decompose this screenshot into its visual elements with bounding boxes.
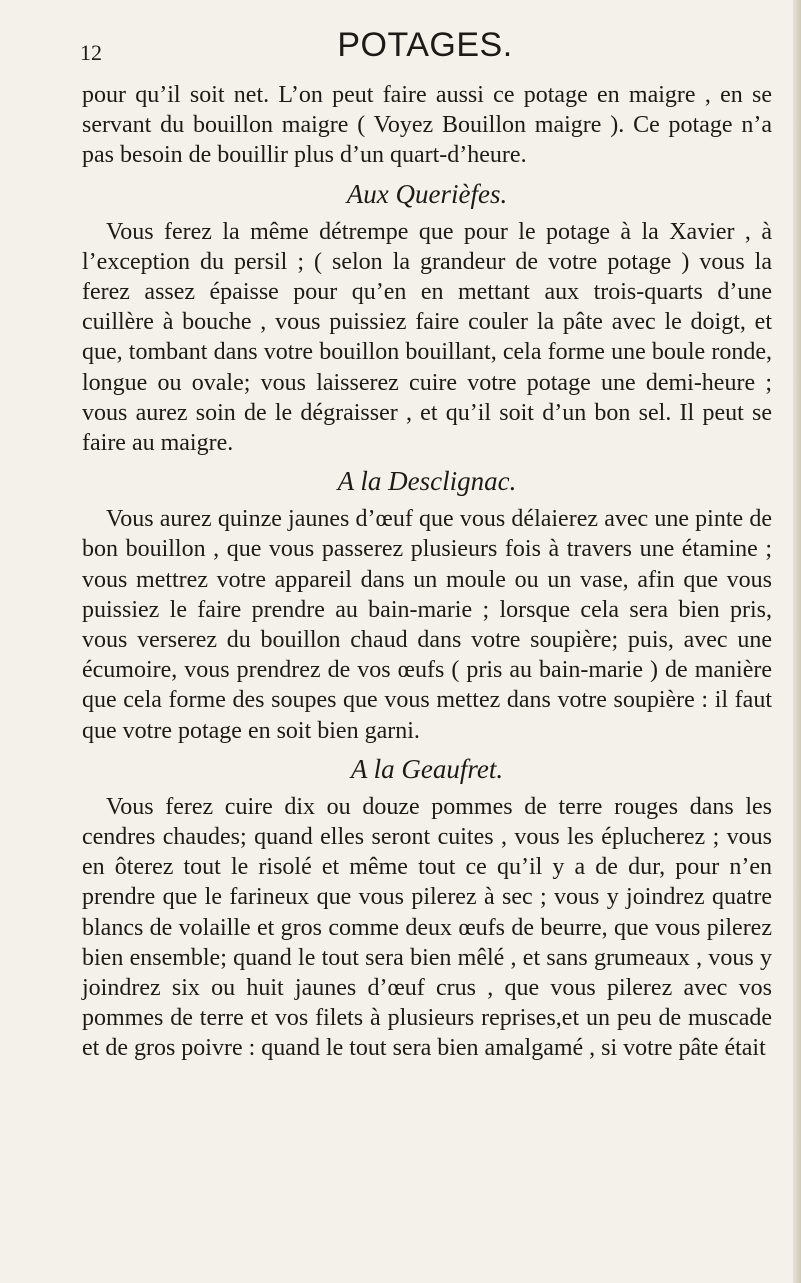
section-title-desclignac: A la Desclignac.: [337, 466, 517, 497]
body-text: [82, 80, 772, 1064]
paragraph-desclignac: Vous aurez quinze jaunes d’œuf que vous délaierez avec une pinte de bon bouillon , que vous passerez plusieurs fois à travers une étamine ; vous mettrez votre appareil dans un moule ou un vase, afin que vous puissiez le faire prendre au bain-marie ; lorsque cela sera bien pris, vous verserez du bouillon chaud dans votre soupière; puis, avec une écumoire, vous prendrez de vos œufs ( pris au bain-marie ) de manière que cela forme des soupes que vous mettez dans votre soupière : il faut que votre potage en soit bien garni.: [82, 506, 772, 744]
section-title-geaufret: A la Geaufret.: [350, 753, 504, 784]
page-edge-shadow: [793, 0, 801, 1283]
running-head: POTAGES.: [337, 26, 513, 64]
page-number: 12: [80, 40, 102, 65]
section-title-querieles: Aux Querièfes.: [346, 178, 508, 209]
paragraph-geaufret: Vous ferez cuire dix ou douze pommes de terre rouges dans les cendres chaudes; quand elles seront cuites , vous les éplucherez ; vous en ôterez tout le risolé et même tout ce qu’il y a de dur, pour n’en prendre que le farineux que vous pilerez à sec ; vous y joindrez quatre blancs de volaille et gros comme deux œufs de beurre, que vous pilerez bien ensemble; quand le tout sera bien mêlé , et sans grumeaux , vous y joindrez six ou huit jaunes d’œuf crus , que vous pilerez avec vos pommes de terre et vos filets à plusieurs reprises,et un peu de muscade et de gros poivre : quand le tout sera bien amalgamé , si votre pâte était: [82, 793, 772, 1062]
paragraph-continuation: pour qu’il soit net. L’on peut faire aussi ce potage en maigre , en se servant du bouillon maigre ( Voyez Bouillon maigre ). Ce potage n’a pas besoin de bouillir plus d’un quart-d’heure.: [82, 82, 772, 169]
paragraph-querieles: Vous ferez la même détrempe que pour le potage à la Xavier , à l’exception du persil ; ( selon la grandeur de votre potage ) vous la ferez assez épaisse pour qu’en en mettant aux trois-quarts d’une cuillère à bouche , vous puissiez faire couler la pâte avec le doigt, et que, tombant dans votre bouillon bouillant, cela forme une boule ronde, longue ou ovale; vous laisserez cuire votre potage une demi-heure ; vous aurez soin de le dégraisser , et qu’il soit d’un bon sel. Il peut se faire au maigre.: [82, 218, 772, 457]
page-header: [80, 26, 770, 66]
